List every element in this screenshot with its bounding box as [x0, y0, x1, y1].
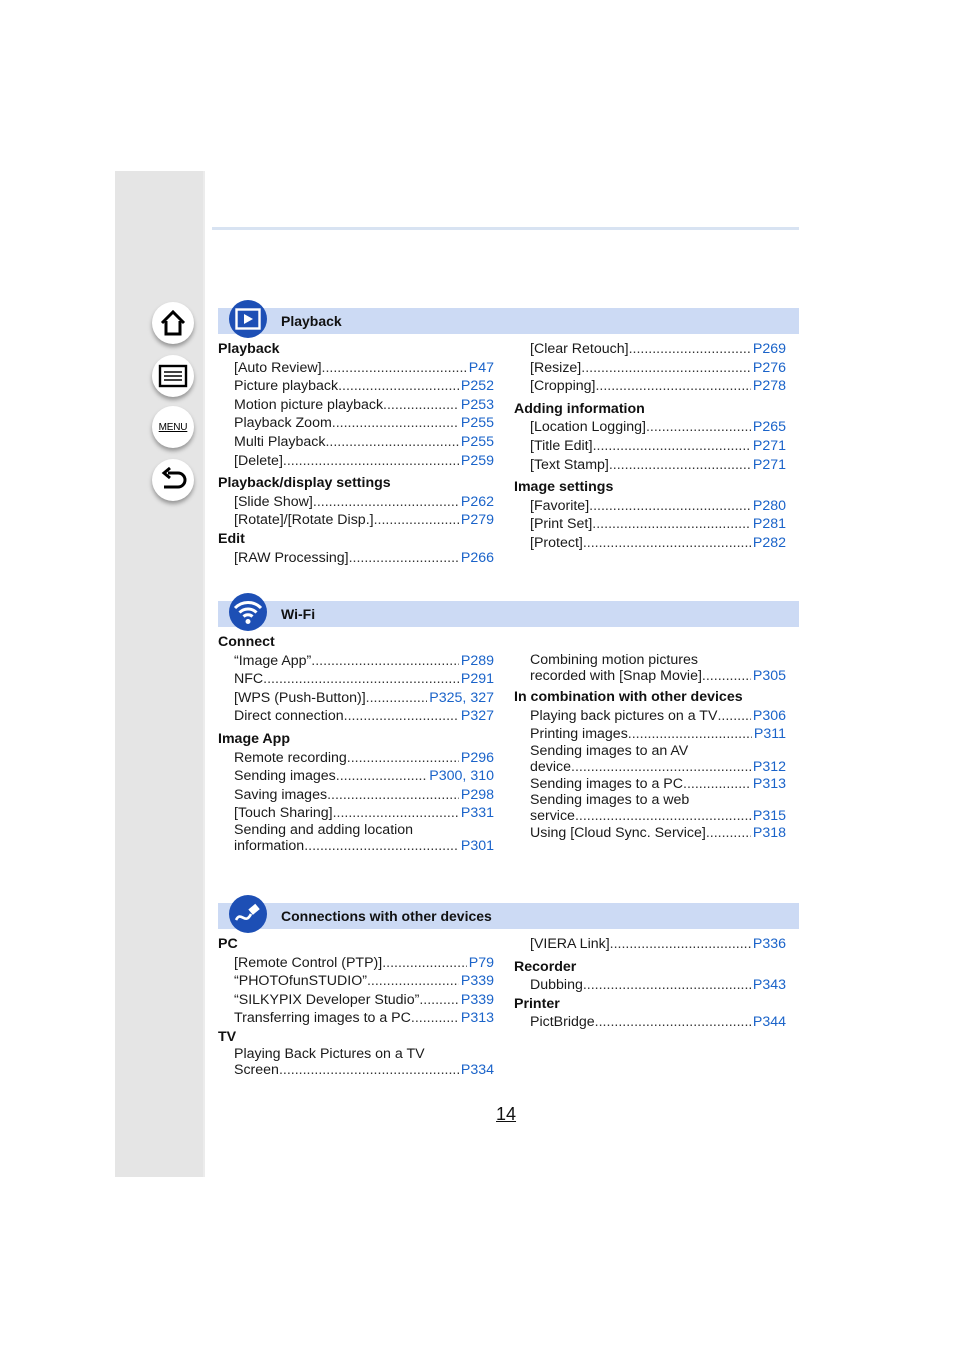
list-icon	[158, 364, 188, 388]
index-entry	[218, 707, 494, 726]
page-link[interactable]: P313	[460, 1010, 494, 1027]
page-link[interactable]: P312	[752, 758, 786, 775]
index-entry	[218, 991, 494, 1010]
page-link[interactable]: P296	[460, 749, 494, 766]
index-entry	[514, 377, 786, 396]
page-link[interactable]: P334	[460, 1061, 494, 1078]
page-link[interactable]: P315	[752, 808, 786, 825]
page-link[interactable]: P313	[752, 775, 786, 792]
entry-label: [Print Set]	[530, 516, 593, 533]
category-heading: TV	[218, 1028, 237, 1045]
entry-label-cont: device	[530, 758, 572, 775]
page-link[interactable]: P325, 327	[429, 689, 494, 706]
page-link[interactable]: P311	[753, 726, 786, 743]
index-entry	[514, 340, 786, 359]
entry-label: [Protect]	[530, 534, 583, 551]
index-entry	[514, 725, 786, 744]
page-link[interactable]: P252	[460, 378, 494, 395]
entry-label: Sending images to a PC	[530, 775, 684, 792]
entry-label: Motion picture playback	[234, 396, 384, 413]
index-entry	[218, 972, 494, 991]
page-link[interactable]: P306	[752, 707, 786, 724]
category-heading: Image App	[218, 730, 290, 747]
page-link[interactable]: P327	[460, 708, 494, 725]
section-title-connections: Connections with other devices	[281, 908, 492, 924]
index-entry	[218, 749, 494, 768]
entry-label: [RAW Processing]	[234, 549, 349, 566]
index-entry	[514, 515, 786, 534]
entry-label: [WPS (Push-Button)]	[234, 689, 366, 706]
entry-label: [Location Logging]	[530, 419, 646, 436]
entry-label: [Remote Control (PTP)]	[234, 954, 383, 971]
entry-label: Saving images	[234, 786, 328, 803]
page-link[interactable]: P280	[752, 497, 786, 514]
playback-left-column	[218, 340, 494, 567]
category-heading: Printer	[514, 995, 560, 1012]
category-heading: Recorder	[514, 958, 577, 975]
entry-label: Sending images	[234, 768, 336, 785]
entry-label: [Resize]	[530, 359, 582, 376]
entry-label: Picture playback	[234, 378, 339, 395]
entry-label: Sending images to a web	[530, 792, 690, 809]
index-entry	[218, 823, 494, 854]
index-entry	[218, 414, 494, 433]
index-entry	[218, 689, 494, 708]
entry-label: [Delete]	[234, 452, 283, 469]
entry-label: Multi Playback	[234, 433, 326, 450]
page-link[interactable]: P255	[460, 433, 494, 450]
page-link[interactable]: P318	[752, 825, 786, 842]
entry-label: Transferring images to a PC	[234, 1010, 411, 1027]
entry-label: NFC	[234, 671, 264, 688]
connections-left-column	[218, 935, 494, 1078]
index-entry	[514, 744, 786, 775]
page-link[interactable]: P339	[460, 973, 494, 990]
category-heading: Playback	[218, 341, 280, 357]
page-link[interactable]: P289	[460, 652, 494, 669]
category-heading: In combination with other devices	[514, 689, 743, 705]
category-heading: Connect	[218, 634, 275, 650]
entry-label: [Auto Review]	[234, 359, 322, 376]
category-heading: Image settings	[514, 479, 614, 496]
entry-label: [Cropping]	[530, 378, 596, 395]
page-link[interactable]: P265	[752, 419, 786, 436]
entry-label: [VIERA Link]	[530, 936, 610, 952]
index-entry	[218, 549, 494, 568]
index-entry	[218, 1009, 494, 1028]
index-entry	[514, 437, 786, 456]
section-title-playback: Playback	[281, 313, 342, 329]
entry-label: Direct connection	[234, 708, 344, 725]
index-entry	[218, 452, 494, 471]
page-link[interactable]: P259	[460, 452, 494, 469]
page-link[interactable]: P276	[752, 359, 786, 376]
entry-label-cont: Screen	[234, 1061, 279, 1078]
entry-label: Using [Cloud Sync. Service]	[530, 825, 706, 842]
index-entry	[218, 377, 494, 396]
page-link[interactable]: P281	[752, 516, 786, 533]
page-link[interactable]: P269	[752, 341, 786, 357]
entry-label-cont: recorded with [Snap Movie]	[530, 668, 702, 684]
category-heading: Playback/display settings	[218, 475, 391, 492]
index-entry	[514, 935, 786, 954]
entry-label: [Favorite]	[530, 497, 590, 514]
page-link[interactable]: P339	[460, 991, 494, 1008]
index-entry	[218, 652, 494, 671]
entry-label: [Title Edit]	[530, 437, 593, 454]
page-link[interactable]: P79	[468, 954, 494, 971]
page-link[interactable]: P336	[752, 936, 786, 952]
category-heading: Edit	[218, 530, 245, 547]
entry-label: “Image App”	[234, 652, 312, 669]
entry-label: [Text Stamp]	[530, 456, 609, 473]
entry-label: “SILKYPIX Developer Studio”	[234, 991, 420, 1008]
index-entry	[514, 456, 786, 475]
entry-label: Sending and adding location	[234, 821, 414, 838]
page-link[interactable]: P266	[460, 549, 494, 566]
menu-label: MENU	[158, 421, 188, 433]
page-link[interactable]: P331	[460, 805, 494, 822]
sidebar-divider	[203, 171, 205, 1177]
category-heading: PC	[218, 936, 238, 952]
page-link[interactable]: P291	[460, 671, 494, 688]
index-entry	[218, 359, 494, 378]
entry-label: “PHOTOfunSTUDIO”	[234, 973, 367, 990]
playback-icon	[229, 300, 267, 338]
index-entry	[218, 1047, 494, 1078]
page-link[interactable]: P305	[752, 668, 786, 684]
page-link[interactable]: P255	[460, 415, 494, 432]
page-link[interactable]: P278	[752, 378, 786, 395]
index-entry	[218, 396, 494, 415]
page-link[interactable]: P298	[460, 786, 494, 803]
entry-label: Printing images	[530, 726, 628, 743]
index-entry	[514, 418, 786, 437]
index-entry	[514, 824, 786, 843]
entry-label-cont: information	[234, 837, 305, 854]
index-entry	[514, 359, 786, 378]
entry-label-cont: service	[530, 808, 575, 825]
index-entry	[514, 707, 786, 726]
entry-label: Playback Zoom	[234, 415, 332, 432]
page-link[interactable]: P279	[460, 512, 494, 529]
page-number: 14	[496, 1104, 517, 1124]
entry-label: PictBridge	[530, 1014, 595, 1031]
index-entry	[218, 670, 494, 689]
index-entry	[218, 511, 494, 530]
page-link[interactable]: P47	[468, 359, 494, 376]
index-entry	[218, 767, 494, 786]
index-entry	[514, 793, 786, 824]
connections-right-column	[514, 935, 786, 1032]
index-entry	[514, 534, 786, 553]
page-link[interactable]: P300, 310	[429, 768, 494, 785]
entry-label: Dubbing	[530, 977, 583, 994]
page-link[interactable]: P271	[752, 437, 786, 454]
entry-label: [Clear Retouch]	[530, 341, 629, 357]
page-link[interactable]: P301	[460, 837, 494, 854]
index-entry	[218, 804, 494, 823]
section-title-wifi: Wi-Fi	[281, 606, 316, 622]
page-link[interactable]: P271	[752, 456, 786, 473]
entry-label: Remote recording	[234, 749, 347, 766]
entry-label: [Touch Sharing]	[234, 805, 333, 822]
index-entry	[514, 775, 786, 794]
page-link[interactable]: P282	[752, 534, 786, 551]
index-entry	[514, 976, 786, 995]
entry-label: Playing back pictures on a TV	[530, 707, 718, 724]
entry-label: Combining motion pictures	[530, 652, 698, 668]
index-entry	[218, 433, 494, 452]
entry-label: [Slide Show]	[234, 493, 313, 510]
entry-label: Sending images to an AV	[530, 742, 689, 759]
wifi-left-column	[218, 633, 494, 854]
playback-right-column	[514, 340, 786, 553]
page-link[interactable]: P253	[460, 396, 494, 413]
back-arrow-icon	[158, 466, 188, 494]
index-entry	[514, 1013, 786, 1032]
entry-label: [Rotate]/[Rotate Disp.]	[234, 512, 374, 529]
menu-button[interactable]	[152, 406, 194, 448]
home-button[interactable]	[152, 302, 194, 344]
index-entry	[514, 497, 786, 516]
index-entry	[218, 786, 494, 805]
index-entry	[218, 493, 494, 512]
page-link[interactable]: P262	[460, 493, 494, 510]
contents-button[interactable]	[152, 355, 194, 397]
wifi-icon	[229, 593, 267, 631]
page-link[interactable]: P344	[752, 1014, 786, 1031]
back-button[interactable]	[152, 459, 194, 501]
cable-connection-icon	[229, 895, 267, 933]
index-entry	[218, 954, 494, 973]
entry-label: Playing Back Pictures on a TV	[234, 1045, 425, 1062]
wifi-right-column	[514, 633, 786, 843]
category-heading: Adding information	[514, 400, 645, 417]
home-icon	[158, 308, 188, 338]
index-entry	[514, 653, 786, 684]
page-link[interactable]: P343	[752, 977, 786, 994]
header-rule	[212, 227, 799, 230]
